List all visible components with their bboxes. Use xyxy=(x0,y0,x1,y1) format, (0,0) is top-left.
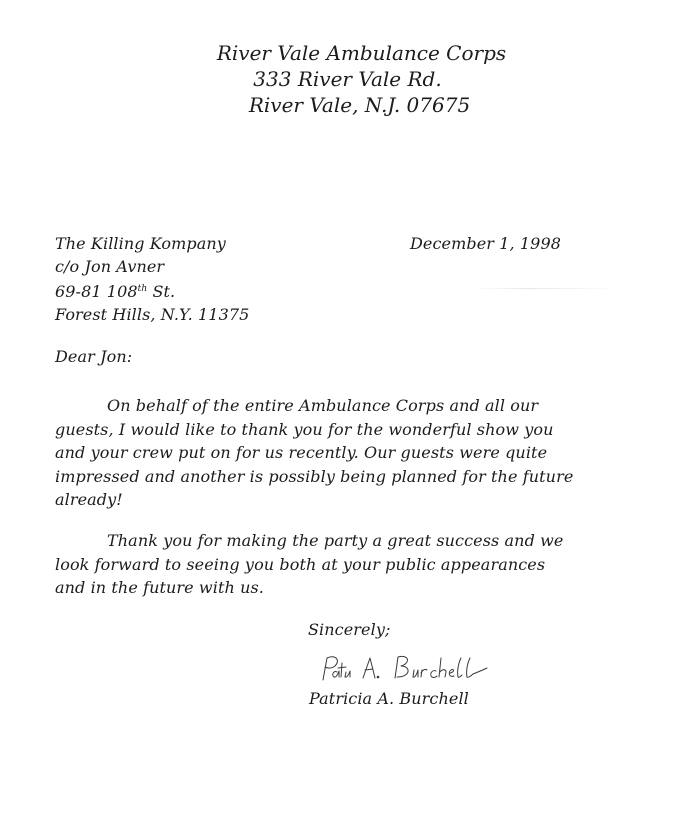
recipient-name: The Killing Kompany xyxy=(55,234,226,253)
recipient-address xyxy=(55,232,249,326)
paragraph-line: and your crew put on for us recently. Our guests were quite xyxy=(55,443,548,462)
salutation: Dear Jon: xyxy=(55,347,133,366)
signer-name: Patricia A. Burchell xyxy=(309,689,469,708)
street-name: St. xyxy=(147,282,176,301)
handwritten-signature xyxy=(315,650,490,690)
letterhead-city: River Vale, N.J. 07675 xyxy=(248,93,471,117)
street-number: 69-81 108 xyxy=(55,282,138,301)
letterhead-street: 333 River Vale Rd. xyxy=(253,67,442,91)
recipient-attention: c/o Jon Avner xyxy=(55,257,165,276)
letter-date: December 1, 1998 xyxy=(410,234,562,253)
letterhead-organization: River Vale Ambulance Corps xyxy=(216,41,507,65)
paragraph-line: already! xyxy=(55,490,123,509)
recipient-street xyxy=(55,278,249,303)
body-paragraph-1 xyxy=(55,394,573,512)
scan-smudge xyxy=(470,288,620,289)
recipient-city: Forest Hills, N.Y. 11375 xyxy=(55,305,250,324)
paragraph-line: Thank you for making the party a great success and we xyxy=(107,531,564,550)
closing-valediction: Sincerely; xyxy=(308,620,391,639)
letterhead xyxy=(0,40,695,118)
street-suffix: th xyxy=(137,284,148,294)
body-paragraph-2 xyxy=(55,529,563,600)
paragraph-line: and in the future with us. xyxy=(55,578,264,597)
paragraph-line: On behalf of the entire Ambulance Corps and all our xyxy=(107,396,539,415)
paragraph-line: look forward to seeing you both at your public appearances xyxy=(55,554,546,574)
paragraph-line: guests, I would like to thank you for the wonderful show you xyxy=(55,419,554,439)
paragraph-line: impressed and another is possibly being planned for the future xyxy=(55,466,574,486)
